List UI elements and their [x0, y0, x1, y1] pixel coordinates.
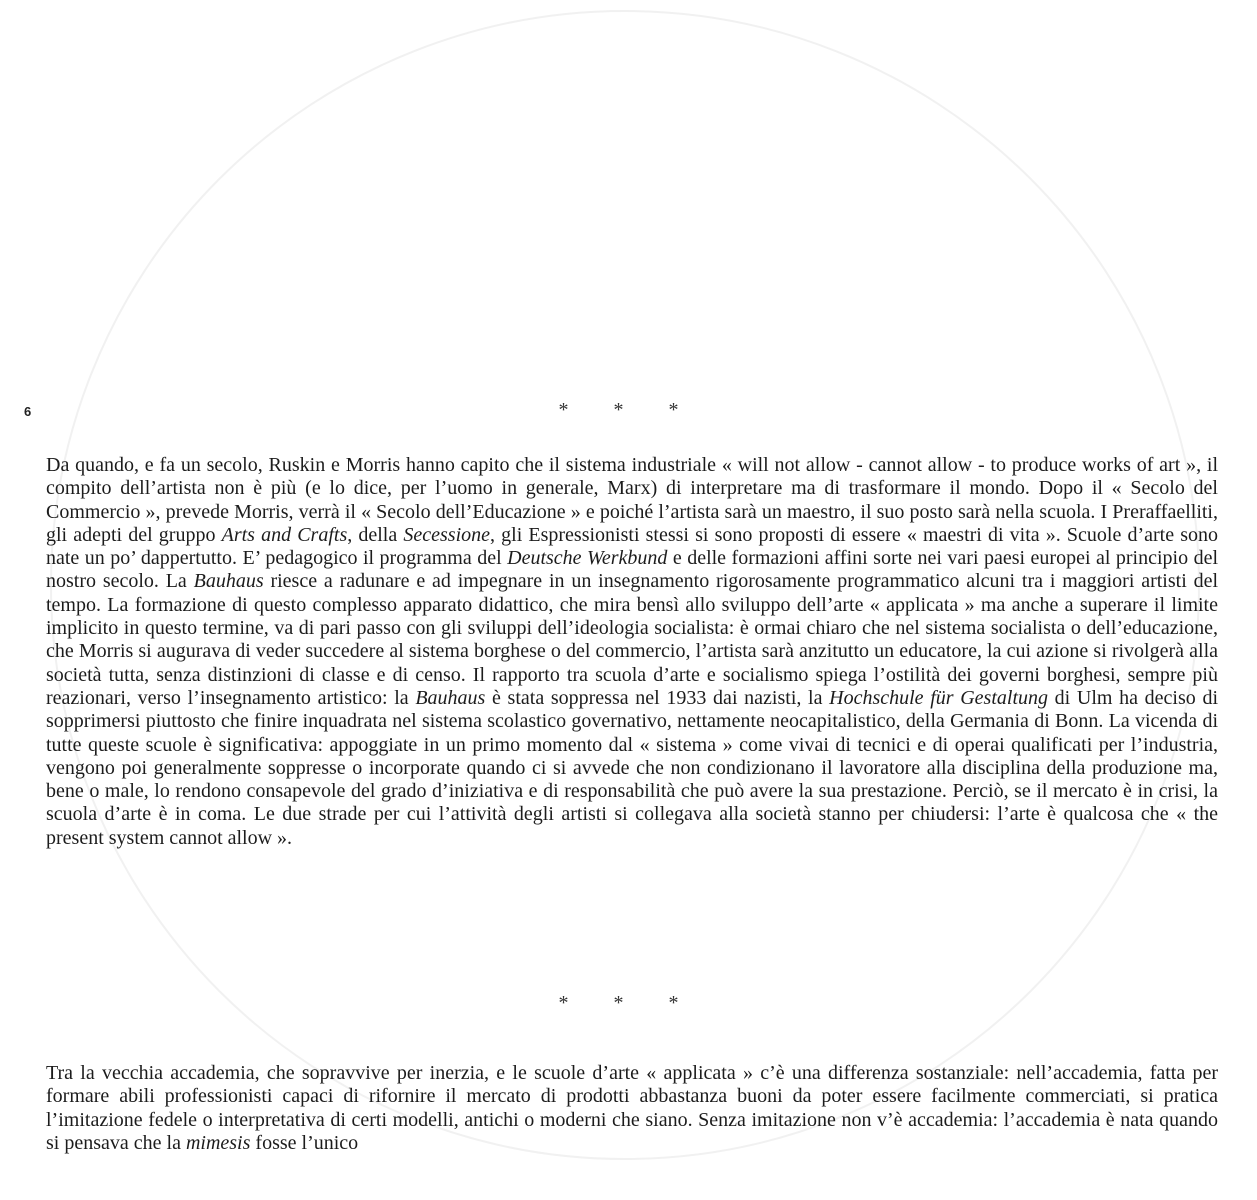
italic-title: Hochschule für Gestaltung	[829, 686, 1049, 709]
paragraph-text: Tra la vecchia accademia, che sopravvive per inerzia, e le scuole d’arte « applicata » c’è una differenza sostanziale: nell’accademia, fatta per formare abili professionisti capaci di rifornire il mercato di prodotti abbastanza buoni da poter essere facilmente commerciati, si pratica l’imitazione fedele o interpretativa di certi modelli, antichi o moderni che siano. Senza imitazione non v’è accademia: l’accademia è nata quando si pensava che la	[46, 1062, 1218, 1154]
italic-title: Arts and Crafts	[221, 523, 348, 546]
section-separator: * * *	[558, 399, 699, 421]
paragraph-text: , della	[347, 523, 404, 546]
page-number: 6	[24, 404, 32, 419]
body-paragraph	[46, 454, 1218, 850]
paragraph-text: e delle formazioni affini sorte nei vari paesi europei al principio del nostro secolo. La	[46, 547, 1218, 593]
italic-term: mimesis	[185, 1131, 251, 1154]
italic-title: Bauhaus	[193, 570, 264, 593]
italic-title: Deutsche Werkbund	[507, 547, 668, 570]
paragraph-text: di Ulm ha deciso di sopprimersi piuttosto che finire inquadrata nel sistema scolastico governativo, nettamente neocapitalistico, della Germania di Bonn. La vicenda di tutte queste scuole è significativa: appoggiate in un primo momento dal « sistema » come vivai di tecnici e di operai qualificati per l’industria, vengono poi generalmente soppresse o incorporate quando ci si avvede che non condizionano il lavoratore alla disciplina della produzione ma, bene o male, lo rendono consapevole del grado d’iniziativa e di responsabilità che può avere la sua prestazione. Perciò, se il mercato è in crisi, la scuola d’arte è in coma. Le due strade per cui l’attività degli artisti si collegava alla società stanno per chiudersi: l’arte è qualcosa che « the present system cannot allow ».	[46, 686, 1218, 849]
paragraph-text: fosse l’unico	[250, 1131, 359, 1154]
paragraph-text: , gli Espressionisti stessi si sono proposti di essere « maestri di vita ». Scuole d’arte sono nate un po’ dappertutto. E’ pedagogico il programma del	[46, 523, 1219, 570]
section-separator: * * *	[558, 992, 699, 1014]
paragraph-text: riesce a radunare e ad impegnare in un insegnamento rigorosamente programmatico alcuni tra i maggiori artisti del tempo. La formazione di questo complesso apparato didattico, che mira bensì allo sviluppo dell’arte « applicata » ma anche a superare il limite implicito in questo termine, va di pari passo con gli sviluppi dell’ideologia socialista: è ormai chiaro che nel sistema socialista o dell’educazione, che Morris si augurava di veder succedere al sistema borghese o del commercio, l’artista sarà anzitutto un educatore, la cui azione si rivolgerà alla società tutta, senza distinzioni di classe e di censo. Il rapporto tra scuola d’arte e socialismo spiega l’ostilità dei governi borghesi, sempre più reazionari, verso l’insegnamento artistico: la	[46, 570, 1219, 709]
body-paragraph	[46, 1062, 1218, 1155]
italic-title: Bauhaus	[415, 686, 486, 709]
paragraph-text: è stata soppressa nel 1933 dai nazisti, la	[485, 686, 830, 709]
italic-title: Secessione	[403, 523, 491, 546]
paragraph-text: Da quando, e fa un secolo, Ruskin e Morris hanno capito che il sistema industriale « will not allow - cannot allow - to produce works of art », il compito dell’artista non è più (e lo dice, per l’uomo in generale, Marx) di interpretare ma di trasformare il mondo. Dopo il « Secolo del Commercio », prevede Morris, verrà il « Secolo dell’Educazione » e poiché l’artista sarà un maestro, il suo posto sarà nella scuola. I Preraffaelliti, gli adepti del gruppo	[46, 454, 1218, 546]
